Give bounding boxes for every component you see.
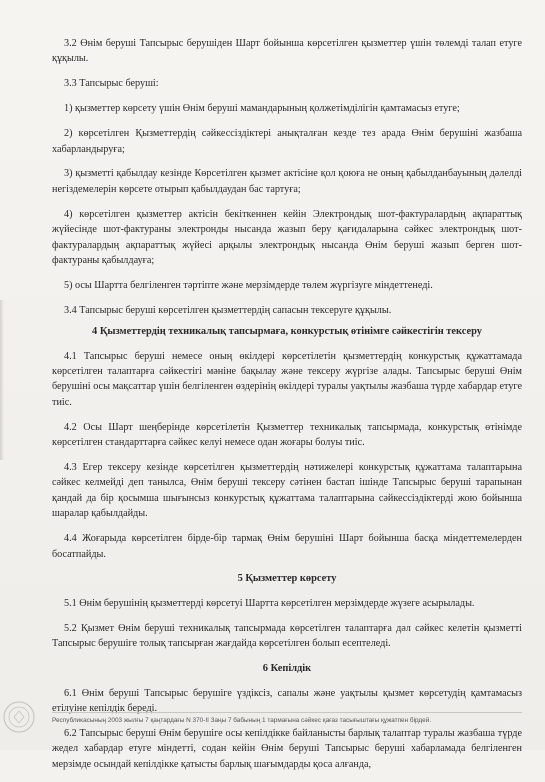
- paragraph-3-2: 3.2 Өнім беруші Тапсырыс берушіден Шарт бойынша көрсетілген қызметтер үшін төлемді талап етуге құқылы.: [52, 38, 522, 65]
- paragraph-3-3: 3.3 Тапсырыс беруші:: [64, 78, 159, 90]
- paragraph-3-3-item-1: 1) қызметтер көрсету үшін Өнім беруші мамандарының қолжетімділігін қамтамасыз етуге;: [64, 103, 460, 115]
- paragraph-4-1: 4.1 Тапсырыс беруші немесе оның өкілдері көрсетілетін қызметтердің конкурстық құжаттамада көрсетілген талаптарға сәйкестігі мәніне бақылау және тексеру жүргізе алады. Тапсырыс беруші Өнім берушіні осы мақсаттар үшін белгіленген өздерінің өкілдері туралы уақтылы жазбаша түрде хабардар етуге тиіс.: [52, 350, 522, 408]
- paragraph-3-3-item-3: 3) қызметті қабылдау кезінде Көрсетілген қызмет актісіне қол қоюға не оның қабылданбауының дәлелді негіздемелерін көрсете отырып қабылдаудан бас тартуға;: [52, 168, 522, 195]
- paragraph-3-3-item-2: 2) көрсетілген Қызметтердің сәйкессіздіктері анықталған кезде тез арада Өнім берушіні жазбаша хабарландыруға;: [52, 128, 522, 155]
- section-heading-6: 6 Кепілдік: [262, 663, 312, 675]
- paragraph-5-1: 5.1 Өнім берушінің қызметтерді көрсетуі Шартта көрсетілген мерзімдерде жүзеге асырылады.: [64, 597, 475, 609]
- paragraph-3-3-item-4: 4) көрсетілген қызметтер актісін бекіткеннен кейін Электрондық шот-фактуралардың ақпараттық жүйесінде шот-фактураны электронды нысанда жазып беру қағидаларына сәйкес электрондық шот-фактуралардың ақпараттық жүйесі арқылы электрондық нысанда Өнім беруші жазып берген шот-фактураны қабылдауға;: [52, 208, 522, 266]
- section-heading-4: 4 Қызметтердің техникалық тапсырмаға, конкурстық өтінімге сәйкестігін тексеру: [92, 326, 482, 338]
- paragraph-4-3: 4.3 Егер тексеру кезінде көрсетілген қызметтердің нәтижелері конкурстық құжаттама талаптарына сәйкес келмейді деп танылса, Өнім беруші тексеру сәтінен бастап ішінде Тапсырыс беруші тарапынан қандай да бір қосымша шығынсыз конкурстық құжаттама талаптарына сәйкессіздіктерді жою бойынша шаралар қабылдайды.: [52, 462, 522, 520]
- footnote: Республикасының 2003 жылғы 7 қаңтардағы N 370-II Заңы 7 бабының 1 тармағына сәйкес қағаз тасығыштағы құжатпен бірдей.: [52, 717, 432, 724]
- paragraph-3-3-item-5: 5) осы Шартта белгіленген тәртіпте және мерзімдерде төлем жүргізуге міндеттенеді.: [64, 279, 433, 291]
- scan-edge-shadow: [0, 300, 4, 460]
- section-heading-5: 5 Қызметтер көрсету: [237, 573, 337, 585]
- paragraph-3-4: 3.4 Тапсырыс беруші көрсетілген қызметтердің сапасын тексеруге құқылы.: [64, 304, 392, 316]
- paragraph-6-2: 6.2 Тапсырыс беруші Өнім берушіге осы кепілдікке байланысты барлық талаптар туралы жазбаша түрде жедел хабардар етуге міндетті, содан кейін Өнім беруші Тапсырыс беруші хабарламада белгіленген мерзімде осындай кепілдікке қатысты барлық шағымдарды қоса алғанда,: [52, 727, 522, 770]
- paragraph-4-2: 4.2 Осы Шарт шеңберінде көрсетілетін Қызметтер техникалық тапсырмада, конкурстық өтінімде көрсетілген стандарттарға сәйкес келуі немесе одан жоғары болуы тиіс.: [52, 421, 522, 449]
- paragraph-4-4: 4.4 Жоғарыда көрсетілген бірде-бір тармақ Өнім берушіні Шарт бойынша басқа міндеттемелерден босатпайды.: [52, 533, 522, 560]
- document-body: [52, 36, 522, 782]
- paragraph-6-1: 6.1 Өнім беруші Тапсырыс берушіге үздіксіз, сапалы және уақтылы қызмет көрсетудің қамтамасыз етілуіне кепілдік береді.: [52, 687, 522, 714]
- footnote-divider: [52, 712, 522, 713]
- seal-icon: [2, 700, 36, 734]
- paragraph-5-2: 5.2 Қызмет Өнім беруші техникалық тапсырмада көрсетілген талаптарға дәл сәйкес келетін қызметті Тапсырыс берушіге толық тапсырған жағдайда көрсетілген болып есептеледі.: [52, 622, 522, 650]
